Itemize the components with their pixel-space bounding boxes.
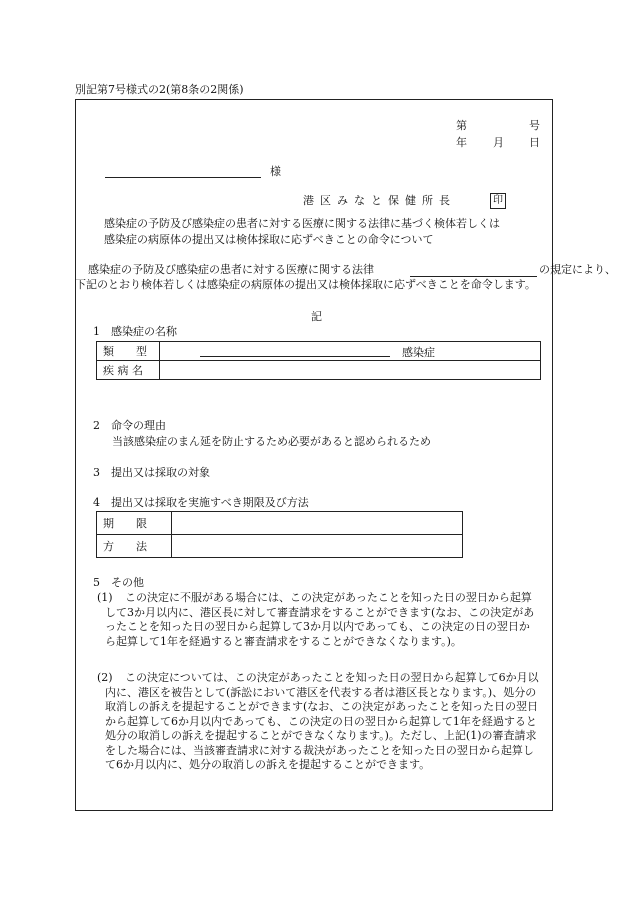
type-value-cell	[160, 342, 541, 361]
ki-heading: 記	[311, 310, 322, 323]
item1-text: この決定に不服がある場合には、この決定があったことを知った日の翌日から起算して3か月以内に、港区長に対して審査請求をすることができます(なお、この決定があったことを知った日の翌日から起算して3か月以内であっても、この決定の日の翌日から起算して1年を経過すると審査請求をすることができなくなります。)。	[105, 591, 535, 648]
addressee-suffix: 様	[270, 165, 281, 178]
section3-title: 3 提出又は採取の対象	[93, 466, 210, 479]
disease-table	[96, 341, 541, 380]
type-label: 類 型	[97, 342, 160, 361]
method-value-cell	[172, 535, 463, 558]
subject-line-2: 感染症の病原体の提出又は検体採取に応ずべきことの命令について	[104, 233, 434, 246]
issuer-name: 港区みなと保健所長	[303, 194, 456, 207]
deadline-value-cell	[172, 512, 463, 535]
item2-text: この決定については、この決定があったことを知った日の翌日から起算して6か月以内に、港区を被告として(訴訟において港区を代表する者は港区長となります。)、処分の取消しの訴えを提起することができます(なお、この決定があったことを知った日の翌日から起算して6か月以内であっても、この決定の日の翌日から起算して1年を経過すると処分の取消しの訴えを提起することができなくなります。)。ただし、上記(1)の審査請求をした場合には、当該審査請求に対する裁決があったことを知った日の翌日から起算して6か月以内に、処分の取消しの訴えを提起することができます。	[105, 671, 539, 771]
date-year: 年	[456, 136, 467, 149]
subject-line-1: 感染症の予防及び感染症の患者に対する医療に関する法律に基づく検体若しくは	[104, 217, 500, 230]
section5-title: 5 その他	[93, 576, 144, 589]
table-row	[97, 361, 541, 380]
section4-title: 4 提出又は採取を実施すべき期限及び方法	[93, 496, 309, 509]
body-text-part2: の規定により、下記のとおり検体若しくは感染症の病原体の提出又は検体採取に応ずべきことを命令します。	[75, 263, 616, 291]
item2-number: (2)	[97, 671, 113, 684]
body-text-part1: 感染症の予防及び感染症の患者に対する医療に関する法律	[88, 263, 374, 276]
type-suffix: 感染症	[402, 346, 435, 359]
item1-number: (1)	[97, 591, 113, 604]
seal-stamp: 印	[490, 193, 506, 209]
date-month: 月	[493, 136, 504, 149]
section2-text: 当該感染症のまん延を防止するため必要があると認められるため	[112, 435, 431, 448]
table-row	[97, 535, 463, 558]
section2-title: 2 命令の理由	[93, 419, 166, 432]
section1-title: 1 感染症の名称	[93, 325, 177, 338]
table-row	[97, 512, 463, 535]
deadline-label: 期 限	[97, 512, 172, 535]
form-label: 別記第7号様式の2(第8条の2関係)	[75, 83, 244, 96]
type-blank-line	[200, 356, 390, 357]
date-day: 日	[529, 136, 540, 149]
doc-number-go: 号	[529, 119, 540, 132]
table-row	[97, 342, 541, 361]
deadline-method-table	[96, 511, 463, 558]
disease-name-label: 疾 病 名	[97, 361, 160, 380]
addressee-blank-line	[105, 177, 261, 178]
doc-number-dai: 第	[456, 119, 467, 132]
method-label: 方 法	[97, 535, 172, 558]
disease-name-value-cell	[160, 361, 541, 380]
